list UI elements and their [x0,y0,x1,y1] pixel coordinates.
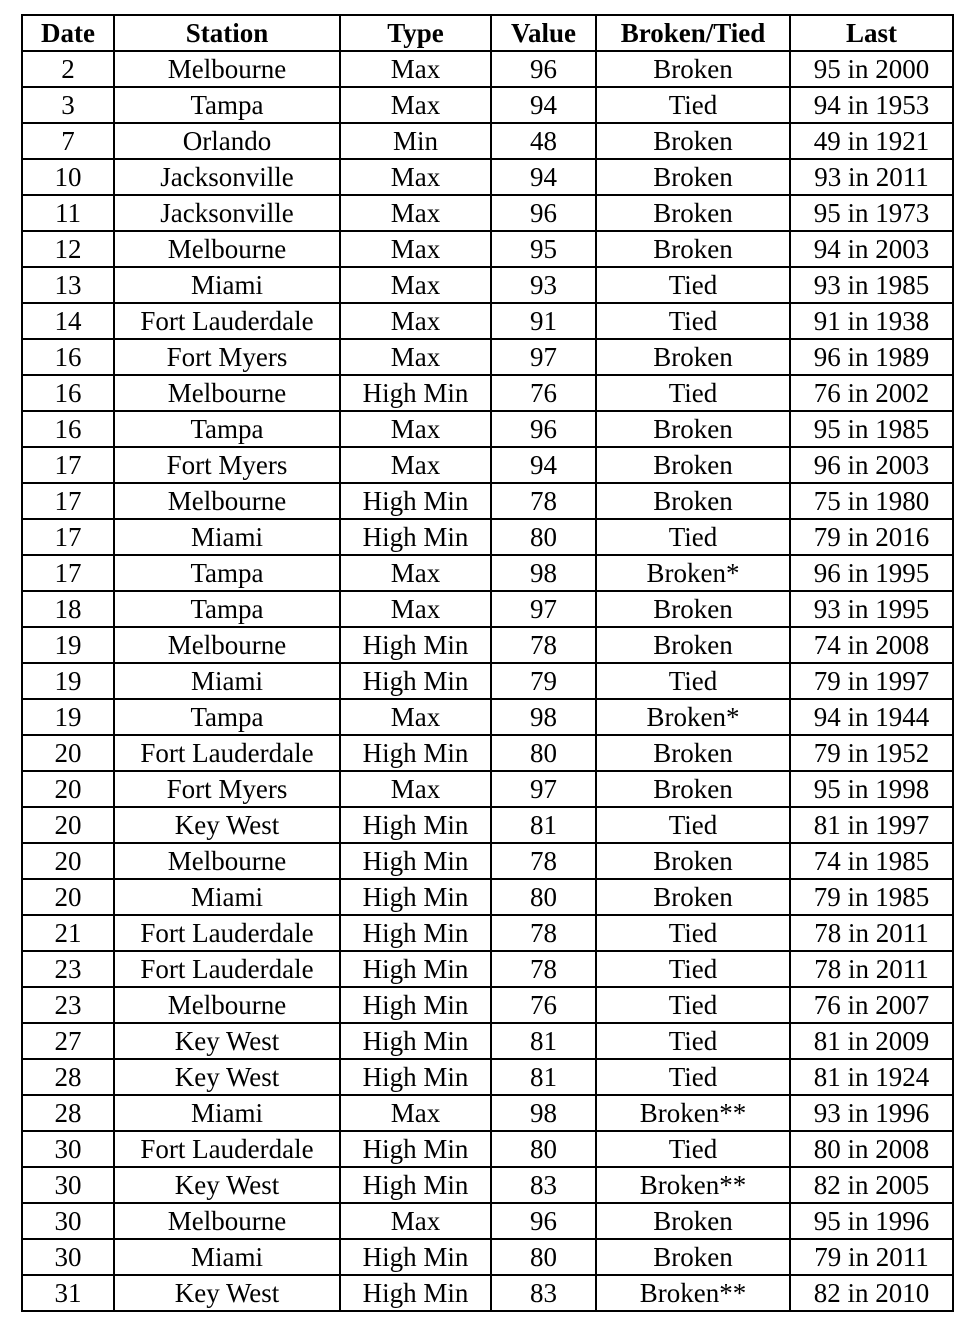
broken-tied-cell: Tied [596,303,790,339]
value-cell: 81 [491,807,596,843]
table-row [22,375,953,411]
station-cell: Key West [114,1167,340,1203]
date-cell: 17 [22,555,114,591]
value-cell: 97 [491,591,596,627]
date-cell: 30 [22,1131,114,1167]
value-cell: 96 [491,195,596,231]
type-cell: High Min [340,627,491,663]
broken-tied-cell: Tied [596,519,790,555]
station-cell: Key West [114,807,340,843]
station-cell: Melbourne [114,483,340,519]
table-row [22,519,953,555]
date-cell: 23 [22,987,114,1023]
value-cell: 97 [491,339,596,375]
station-cell: Miami [114,519,340,555]
table-body [22,51,953,1311]
date-cell: 17 [22,519,114,555]
station-cell: Fort Lauderdale [114,951,340,987]
broken-tied-cell: Broken [596,51,790,87]
value-cell: 96 [491,51,596,87]
table-row [22,303,953,339]
value-cell: 76 [491,375,596,411]
table-row [22,1131,953,1167]
last-cell: 81 in 2009 [790,1023,953,1059]
header-value: Value [491,15,596,51]
type-cell: High Min [340,879,491,915]
type-cell: Max [340,591,491,627]
date-cell: 28 [22,1095,114,1131]
header-broken-tied: Broken/Tied [596,15,790,51]
table-row [22,1059,953,1095]
broken-tied-cell: Tied [596,267,790,303]
type-cell: High Min [340,807,491,843]
type-cell: Max [340,87,491,123]
table-row [22,195,953,231]
type-cell: High Min [340,1167,491,1203]
station-cell: Miami [114,663,340,699]
station-cell: Miami [114,1095,340,1131]
table-row [22,51,953,87]
broken-tied-cell: Broken [596,483,790,519]
table-row [22,951,953,987]
date-cell: 14 [22,303,114,339]
last-cell: 79 in 2016 [790,519,953,555]
table-row [22,1275,953,1311]
table-row [22,123,953,159]
station-cell: Tampa [114,591,340,627]
date-cell: 27 [22,1023,114,1059]
last-cell: 82 in 2005 [790,1167,953,1203]
date-cell: 18 [22,591,114,627]
value-cell: 91 [491,303,596,339]
date-cell: 7 [22,123,114,159]
date-cell: 11 [22,195,114,231]
station-cell: Fort Lauderdale [114,1131,340,1167]
table-row [22,699,953,735]
station-cell: Tampa [114,555,340,591]
last-cell: 76 in 2002 [790,375,953,411]
table-row [22,591,953,627]
table-row [22,1023,953,1059]
station-cell: Melbourne [114,987,340,1023]
station-cell: Key West [114,1059,340,1095]
last-cell: 94 in 1944 [790,699,953,735]
date-cell: 17 [22,447,114,483]
table-row [22,339,953,375]
type-cell: Max [340,771,491,807]
last-cell: 74 in 1985 [790,843,953,879]
table-row [22,915,953,951]
date-cell: 20 [22,735,114,771]
header-type: Type [340,15,491,51]
table-row [22,411,953,447]
last-cell: 79 in 2011 [790,1239,953,1275]
type-cell: Max [340,267,491,303]
broken-tied-cell: Tied [596,807,790,843]
value-cell: 83 [491,1275,596,1311]
last-cell: 93 in 1985 [790,267,953,303]
date-cell: 3 [22,87,114,123]
table-row [22,1095,953,1131]
table-row [22,843,953,879]
type-cell: High Min [340,951,491,987]
date-cell: 19 [22,627,114,663]
header-date: Date [22,15,114,51]
date-cell: 23 [22,951,114,987]
value-cell: 98 [491,699,596,735]
date-cell: 16 [22,375,114,411]
value-cell: 78 [491,951,596,987]
last-cell: 81 in 1997 [790,807,953,843]
table-row [22,987,953,1023]
value-cell: 98 [491,1095,596,1131]
broken-tied-cell: Broken [596,735,790,771]
last-cell: 95 in 1973 [790,195,953,231]
type-cell: Max [340,231,491,267]
last-cell: 94 in 2003 [790,231,953,267]
type-cell: Min [340,123,491,159]
value-cell: 98 [491,555,596,591]
date-cell: 20 [22,807,114,843]
type-cell: High Min [340,1131,491,1167]
value-cell: 94 [491,159,596,195]
table-row [22,771,953,807]
value-cell: 95 [491,231,596,267]
broken-tied-cell: Tied [596,951,790,987]
value-cell: 81 [491,1059,596,1095]
station-cell: Miami [114,1239,340,1275]
broken-tied-cell: Broken [596,195,790,231]
station-cell: Melbourne [114,231,340,267]
broken-tied-cell: Broken** [596,1167,790,1203]
broken-tied-cell: Tied [596,87,790,123]
date-cell: 16 [22,411,114,447]
table-row [22,159,953,195]
value-cell: 78 [491,915,596,951]
broken-tied-cell: Tied [596,375,790,411]
broken-tied-cell: Broken [596,231,790,267]
last-cell: 95 in 1996 [790,1203,953,1239]
value-cell: 80 [491,519,596,555]
value-cell: 48 [491,123,596,159]
date-cell: 20 [22,843,114,879]
type-cell: Max [340,555,491,591]
type-cell: High Min [340,483,491,519]
table-row [22,1239,953,1275]
type-cell: High Min [340,375,491,411]
station-cell: Key West [114,1023,340,1059]
station-cell: Miami [114,267,340,303]
date-cell: 13 [22,267,114,303]
value-cell: 80 [491,735,596,771]
broken-tied-cell: Broken [596,879,790,915]
table-row [22,627,953,663]
station-cell: Jacksonville [114,195,340,231]
type-cell: Max [340,447,491,483]
last-cell: 79 in 1952 [790,735,953,771]
last-cell: 74 in 2008 [790,627,953,663]
date-cell: 21 [22,915,114,951]
broken-tied-cell: Broken** [596,1275,790,1311]
last-cell: 80 in 2008 [790,1131,953,1167]
broken-tied-cell: Broken [596,447,790,483]
broken-tied-cell: Tied [596,1059,790,1095]
type-cell: High Min [340,519,491,555]
type-cell: Max [340,51,491,87]
type-cell: Max [340,1095,491,1131]
type-cell: High Min [340,915,491,951]
type-cell: High Min [340,1059,491,1095]
value-cell: 80 [491,1131,596,1167]
broken-tied-cell: Tied [596,1131,790,1167]
table-row [22,267,953,303]
station-cell: Jacksonville [114,159,340,195]
date-cell: 19 [22,699,114,735]
station-cell: Melbourne [114,627,340,663]
date-cell: 17 [22,483,114,519]
date-cell: 16 [22,339,114,375]
type-cell: High Min [340,987,491,1023]
type-cell: High Min [340,1239,491,1275]
date-cell: 30 [22,1167,114,1203]
value-cell: 80 [491,879,596,915]
value-cell: 93 [491,267,596,303]
broken-tied-cell: Tied [596,915,790,951]
table-row [22,447,953,483]
last-cell: 49 in 1921 [790,123,953,159]
value-cell: 78 [491,627,596,663]
broken-tied-cell: Broken [596,591,790,627]
station-cell: Melbourne [114,375,340,411]
date-cell: 2 [22,51,114,87]
value-cell: 97 [491,771,596,807]
station-cell: Orlando [114,123,340,159]
broken-tied-cell: Broken [596,1239,790,1275]
table-row [22,879,953,915]
broken-tied-cell: Broken* [596,555,790,591]
records-table [21,14,954,1312]
date-cell: 30 [22,1203,114,1239]
value-cell: 83 [491,1167,596,1203]
type-cell: High Min [340,1275,491,1311]
value-cell: 78 [491,483,596,519]
table-row [22,1167,953,1203]
date-cell: 20 [22,879,114,915]
value-cell: 76 [491,987,596,1023]
value-cell: 96 [491,411,596,447]
station-cell: Melbourne [114,51,340,87]
broken-tied-cell: Broken [596,411,790,447]
last-cell: 81 in 1924 [790,1059,953,1095]
last-cell: 93 in 2011 [790,159,953,195]
broken-tied-cell: Broken [596,843,790,879]
type-cell: Max [340,339,491,375]
type-cell: Max [340,195,491,231]
value-cell: 81 [491,1023,596,1059]
type-cell: High Min [340,663,491,699]
station-cell: Melbourne [114,843,340,879]
header-row [22,15,953,51]
type-cell: Max [340,159,491,195]
last-cell: 96 in 2003 [790,447,953,483]
last-cell: 78 in 2011 [790,915,953,951]
last-cell: 93 in 1995 [790,591,953,627]
type-cell: Max [340,411,491,447]
table-row [22,555,953,591]
table-row [22,231,953,267]
value-cell: 80 [491,1239,596,1275]
last-cell: 75 in 1980 [790,483,953,519]
value-cell: 78 [491,843,596,879]
date-cell: 20 [22,771,114,807]
station-cell: Fort Myers [114,771,340,807]
table-row [22,735,953,771]
type-cell: Max [340,699,491,735]
value-cell: 79 [491,663,596,699]
broken-tied-cell: Tied [596,1023,790,1059]
broken-tied-cell: Broken [596,159,790,195]
last-cell: 95 in 1985 [790,411,953,447]
last-cell: 93 in 1996 [790,1095,953,1131]
type-cell: Max [340,303,491,339]
last-cell: 96 in 1995 [790,555,953,591]
last-cell: 82 in 2010 [790,1275,953,1311]
header-last: Last [790,15,953,51]
last-cell: 95 in 1998 [790,771,953,807]
value-cell: 94 [491,447,596,483]
value-cell: 94 [491,87,596,123]
type-cell: High Min [340,1023,491,1059]
date-cell: 12 [22,231,114,267]
last-cell: 91 in 1938 [790,303,953,339]
table-row [22,87,953,123]
station-cell: Tampa [114,411,340,447]
date-cell: 28 [22,1059,114,1095]
value-cell: 96 [491,1203,596,1239]
broken-tied-cell: Broken [596,123,790,159]
station-cell: Fort Lauderdale [114,735,340,771]
date-cell: 19 [22,663,114,699]
last-cell: 79 in 1997 [790,663,953,699]
station-cell: Fort Myers [114,447,340,483]
station-cell: Fort Lauderdale [114,303,340,339]
station-cell: Melbourne [114,1203,340,1239]
broken-tied-cell: Broken* [596,699,790,735]
last-cell: 95 in 2000 [790,51,953,87]
type-cell: High Min [340,843,491,879]
last-cell: 78 in 2011 [790,951,953,987]
last-cell: 76 in 2007 [790,987,953,1023]
table-row [22,1203,953,1239]
station-cell: Fort Myers [114,339,340,375]
broken-tied-cell: Tied [596,663,790,699]
station-cell: Tampa [114,87,340,123]
type-cell: Max [340,1203,491,1239]
table-header [22,15,953,51]
broken-tied-cell: Broken [596,1203,790,1239]
table-row [22,483,953,519]
station-cell: Tampa [114,699,340,735]
station-cell: Key West [114,1275,340,1311]
station-cell: Miami [114,879,340,915]
last-cell: 94 in 1953 [790,87,953,123]
date-cell: 30 [22,1239,114,1275]
station-cell: Fort Lauderdale [114,915,340,951]
date-cell: 10 [22,159,114,195]
table-row [22,807,953,843]
broken-tied-cell: Broken** [596,1095,790,1131]
broken-tied-cell: Broken [596,339,790,375]
table-row [22,663,953,699]
date-cell: 31 [22,1275,114,1311]
broken-tied-cell: Broken [596,771,790,807]
broken-tied-cell: Tied [596,987,790,1023]
last-cell: 96 in 1989 [790,339,953,375]
last-cell: 79 in 1985 [790,879,953,915]
header-station: Station [114,15,340,51]
type-cell: High Min [340,735,491,771]
broken-tied-cell: Broken [596,627,790,663]
